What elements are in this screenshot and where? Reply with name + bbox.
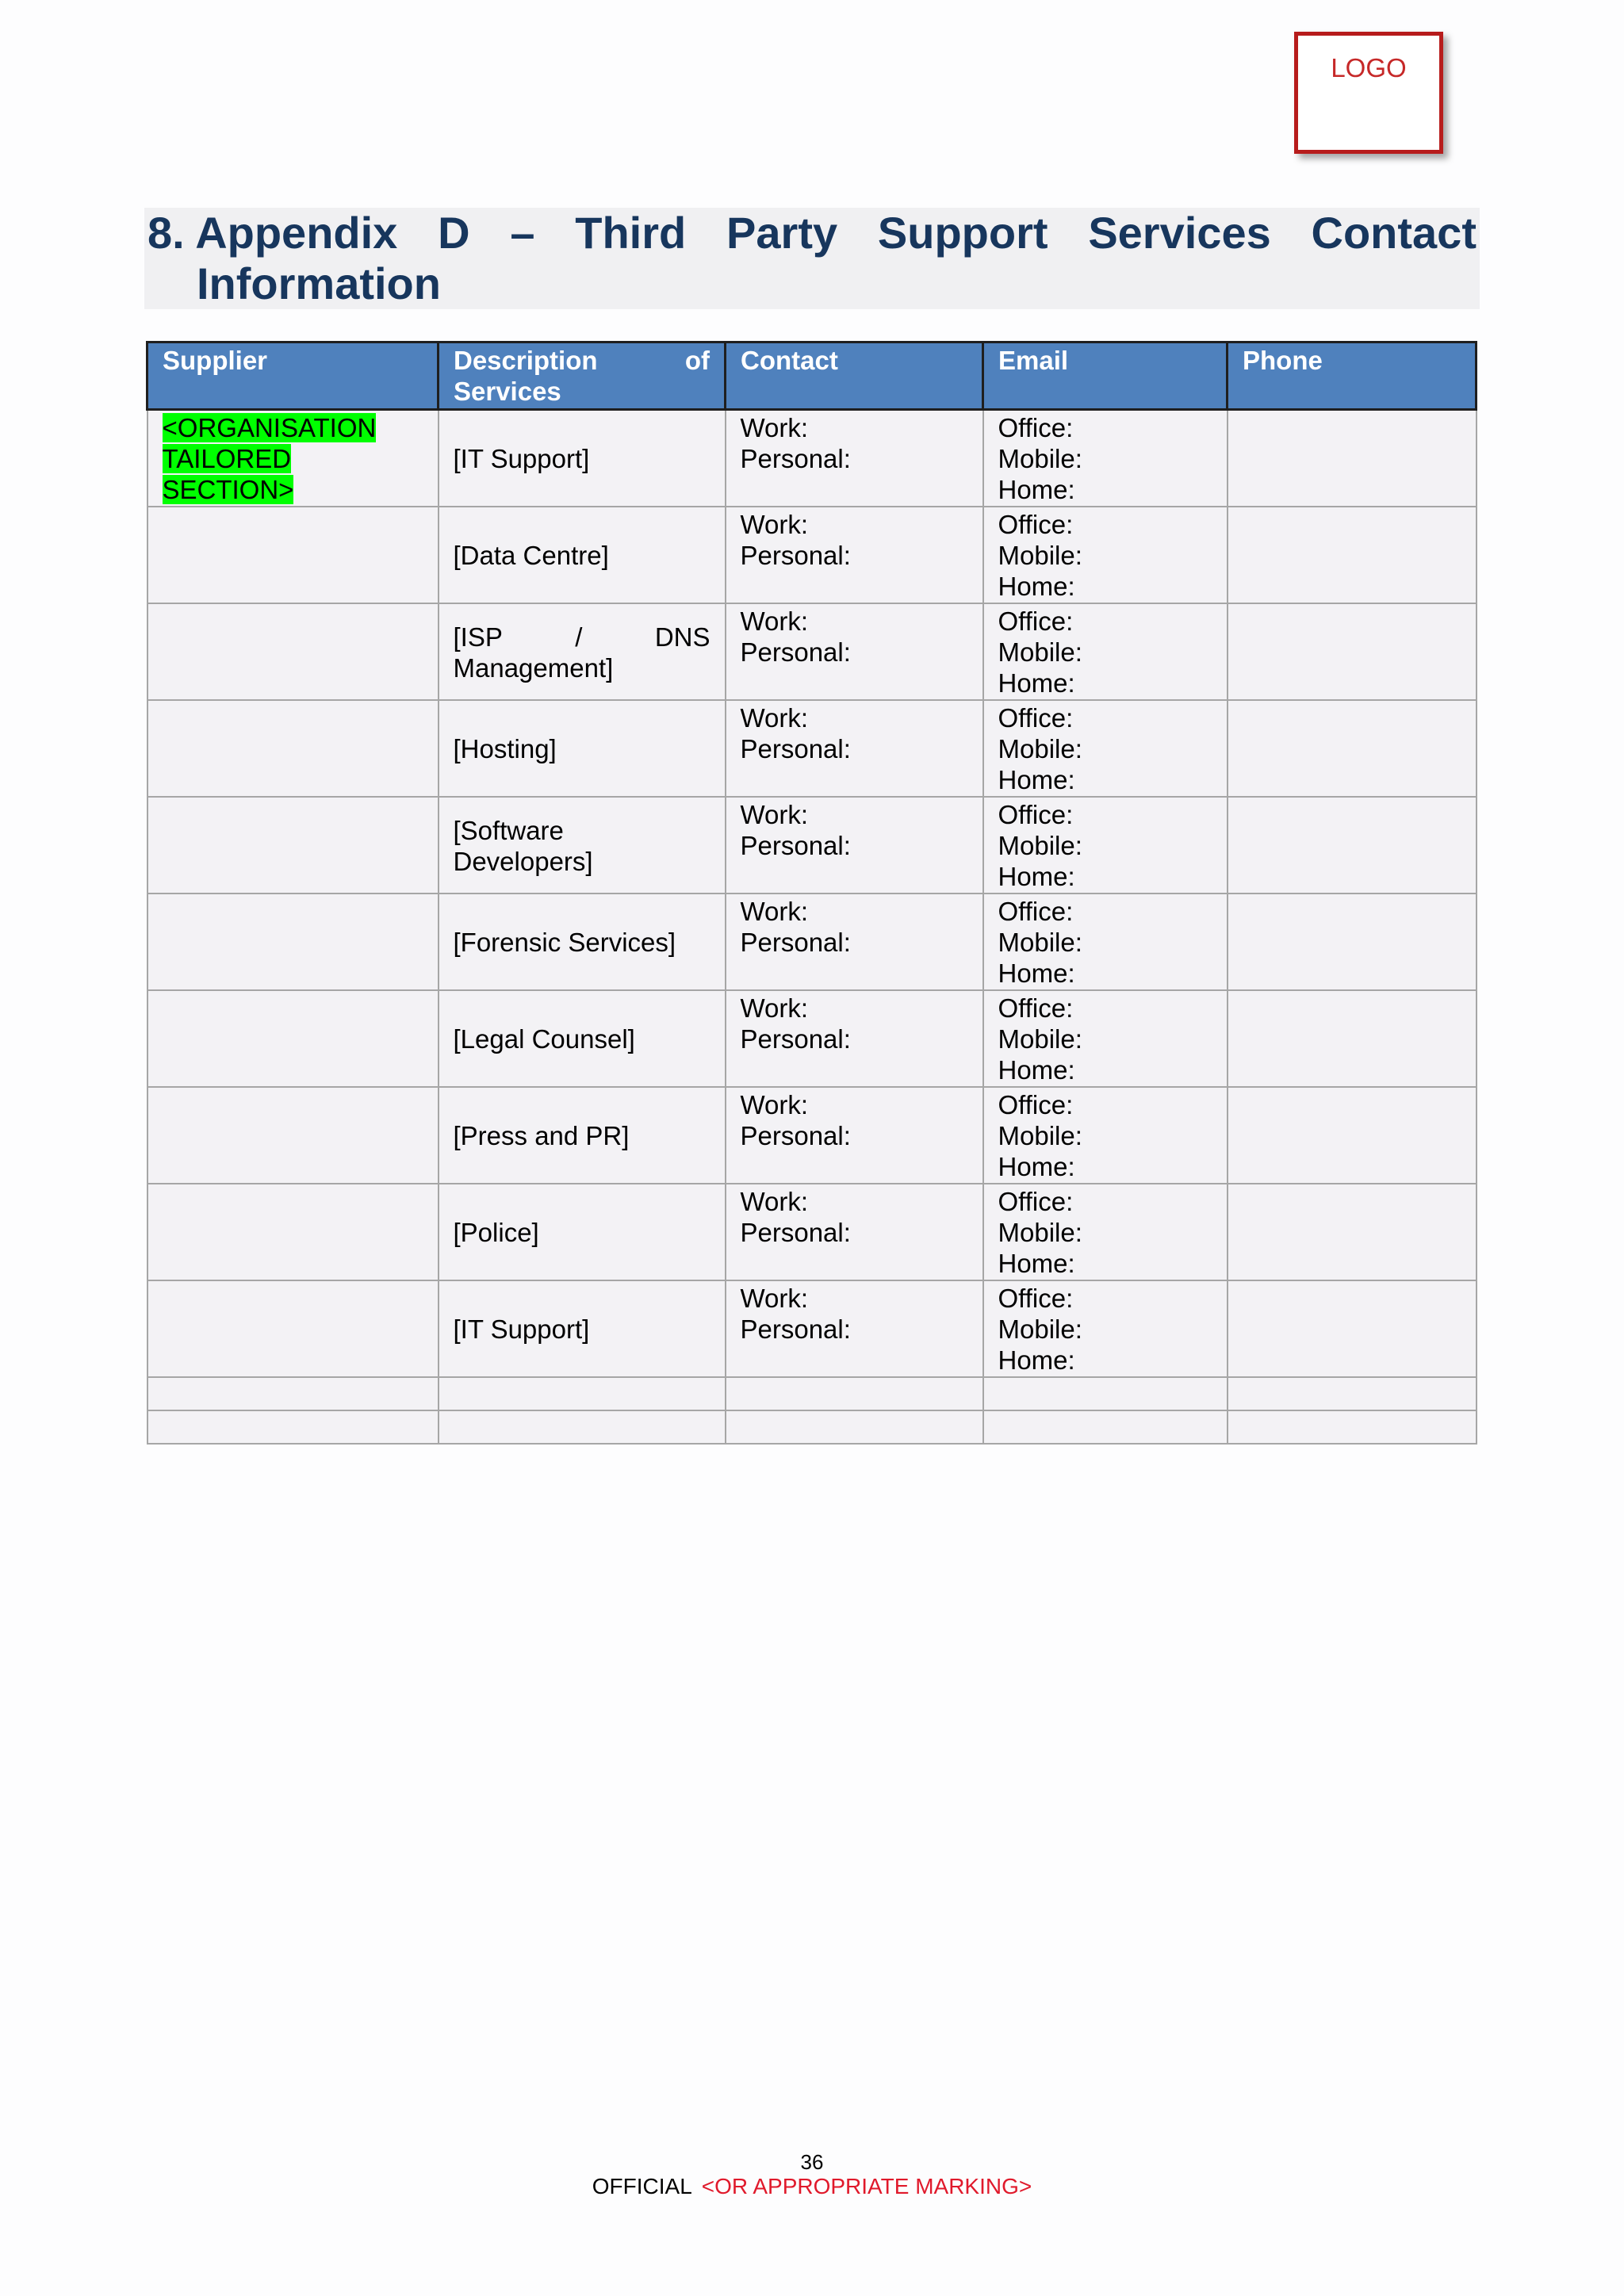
header-description: Description of Services bbox=[439, 342, 726, 410]
empty-cell bbox=[1228, 1377, 1477, 1410]
title-word: Support bbox=[877, 208, 1048, 258]
description-cell: [Police] bbox=[439, 1184, 726, 1280]
supplier-cell bbox=[147, 507, 439, 603]
contact-cell: Work: Personal: bbox=[726, 1280, 983, 1377]
email-cell: Office: Mobile: Home: bbox=[983, 410, 1228, 507]
table-row bbox=[147, 990, 1477, 1087]
empty-cell bbox=[439, 1377, 726, 1410]
description-cell: [Software Developers] bbox=[439, 797, 726, 894]
table-header-row bbox=[147, 342, 1477, 410]
phone-cell bbox=[1228, 894, 1477, 990]
table-row-empty bbox=[147, 1410, 1477, 1444]
email-cell: Office: Mobile: Home: bbox=[983, 894, 1228, 990]
description-cell: [Legal Counsel] bbox=[439, 990, 726, 1087]
table-row bbox=[147, 1184, 1477, 1280]
empty-cell bbox=[726, 1410, 983, 1444]
empty-cell bbox=[983, 1410, 1228, 1444]
table-row bbox=[147, 603, 1477, 700]
logo-text: LOGO bbox=[1331, 53, 1407, 82]
empty-cell bbox=[147, 1377, 439, 1410]
contact-cell: Work: Personal: bbox=[726, 507, 983, 603]
supplier-cell bbox=[147, 797, 439, 894]
phone-cell bbox=[1228, 603, 1477, 700]
table-row bbox=[147, 1280, 1477, 1377]
title-word: Contact bbox=[1311, 208, 1477, 258]
empty-cell bbox=[1228, 1410, 1477, 1444]
phone-cell bbox=[1228, 797, 1477, 894]
title-word: D bbox=[438, 208, 470, 258]
phone-cell bbox=[1228, 507, 1477, 603]
email-cell: Office: Mobile: Home: bbox=[983, 1184, 1228, 1280]
contact-cell: Work: Personal: bbox=[726, 1184, 983, 1280]
title-word: 8. Appendix bbox=[147, 208, 398, 258]
header-supplier: Supplier bbox=[147, 342, 439, 410]
table-row bbox=[147, 797, 1477, 894]
description-cell: [Hosting] bbox=[439, 700, 726, 797]
logo-placeholder bbox=[1294, 32, 1443, 154]
contact-cell: Work: Personal: bbox=[726, 990, 983, 1087]
table-row-empty bbox=[147, 1377, 1477, 1410]
email-cell: Office: Mobile: Home: bbox=[983, 603, 1228, 700]
email-cell: Office: Mobile: Home: bbox=[983, 507, 1228, 603]
empty-cell bbox=[147, 1410, 439, 1444]
contact-cell: Work: Personal: bbox=[726, 797, 983, 894]
phone-cell bbox=[1228, 1184, 1477, 1280]
email-cell: Office: Mobile: Home: bbox=[983, 990, 1228, 1087]
description-cell: [Press and PR] bbox=[439, 1087, 726, 1184]
supplier-cell bbox=[147, 1087, 439, 1184]
contact-cell: Work: Personal: bbox=[726, 700, 983, 797]
header-contact: Contact bbox=[726, 342, 983, 410]
email-cell: Office: Mobile: Home: bbox=[983, 700, 1228, 797]
table-row bbox=[147, 894, 1477, 990]
empty-cell bbox=[726, 1377, 983, 1410]
phone-cell bbox=[1228, 700, 1477, 797]
contact-cell: Work: Personal: bbox=[726, 410, 983, 507]
table-row bbox=[147, 410, 1477, 507]
table-row bbox=[147, 507, 1477, 603]
phone-cell bbox=[1228, 1280, 1477, 1377]
table-row bbox=[147, 700, 1477, 797]
title-word: Party bbox=[726, 208, 838, 258]
email-cell: Office: Mobile: Home: bbox=[983, 1280, 1228, 1377]
description-cell: [ISP / DNS Management] bbox=[439, 603, 726, 700]
supplier-cell bbox=[147, 990, 439, 1087]
email-cell: Office: Mobile: Home: bbox=[983, 797, 1228, 894]
page-title bbox=[147, 208, 1477, 258]
phone-cell bbox=[1228, 1087, 1477, 1184]
supplier-cell bbox=[147, 1184, 439, 1280]
phone-cell bbox=[1228, 990, 1477, 1087]
supplier-cell bbox=[147, 603, 439, 700]
table-row bbox=[147, 1087, 1477, 1184]
contact-cell: Work: Personal: bbox=[726, 1087, 983, 1184]
supplier-cell bbox=[147, 894, 439, 990]
empty-cell bbox=[439, 1410, 726, 1444]
contact-cell: Work: Personal: bbox=[726, 894, 983, 990]
classification-label: OFFICIAL bbox=[592, 2174, 692, 2198]
header-email: Email bbox=[983, 342, 1228, 410]
description-cell: [IT Support] bbox=[439, 1280, 726, 1377]
marking-placeholder: <OR APPROPRIATE MARKING> bbox=[701, 2174, 1032, 2198]
contact-cell: Work: Personal: bbox=[726, 603, 983, 700]
supplier-cell bbox=[147, 1280, 439, 1377]
description-cell: [IT Support] bbox=[439, 410, 726, 507]
description-cell: [Forensic Services] bbox=[439, 894, 726, 990]
organisation-placeholder: <ORGANISATION TAILORED SECTION> bbox=[162, 413, 377, 504]
description-cell: [Data Centre] bbox=[439, 507, 726, 603]
email-cell: Office: Mobile: Home: bbox=[983, 1087, 1228, 1184]
header-phone: Phone bbox=[1228, 342, 1477, 410]
supplier-cell bbox=[147, 700, 439, 797]
phone-cell bbox=[1228, 410, 1477, 507]
page-number: 36 bbox=[800, 2150, 824, 2174]
page-title-continued: Information bbox=[197, 258, 441, 308]
footer-marking bbox=[0, 2174, 1624, 2199]
title-word: Third bbox=[575, 208, 687, 258]
title-word: Services bbox=[1088, 208, 1271, 258]
title-word: – bbox=[510, 208, 535, 258]
empty-cell bbox=[983, 1377, 1228, 1410]
contacts-table bbox=[146, 341, 1477, 1445]
supplier-cell bbox=[147, 410, 439, 507]
